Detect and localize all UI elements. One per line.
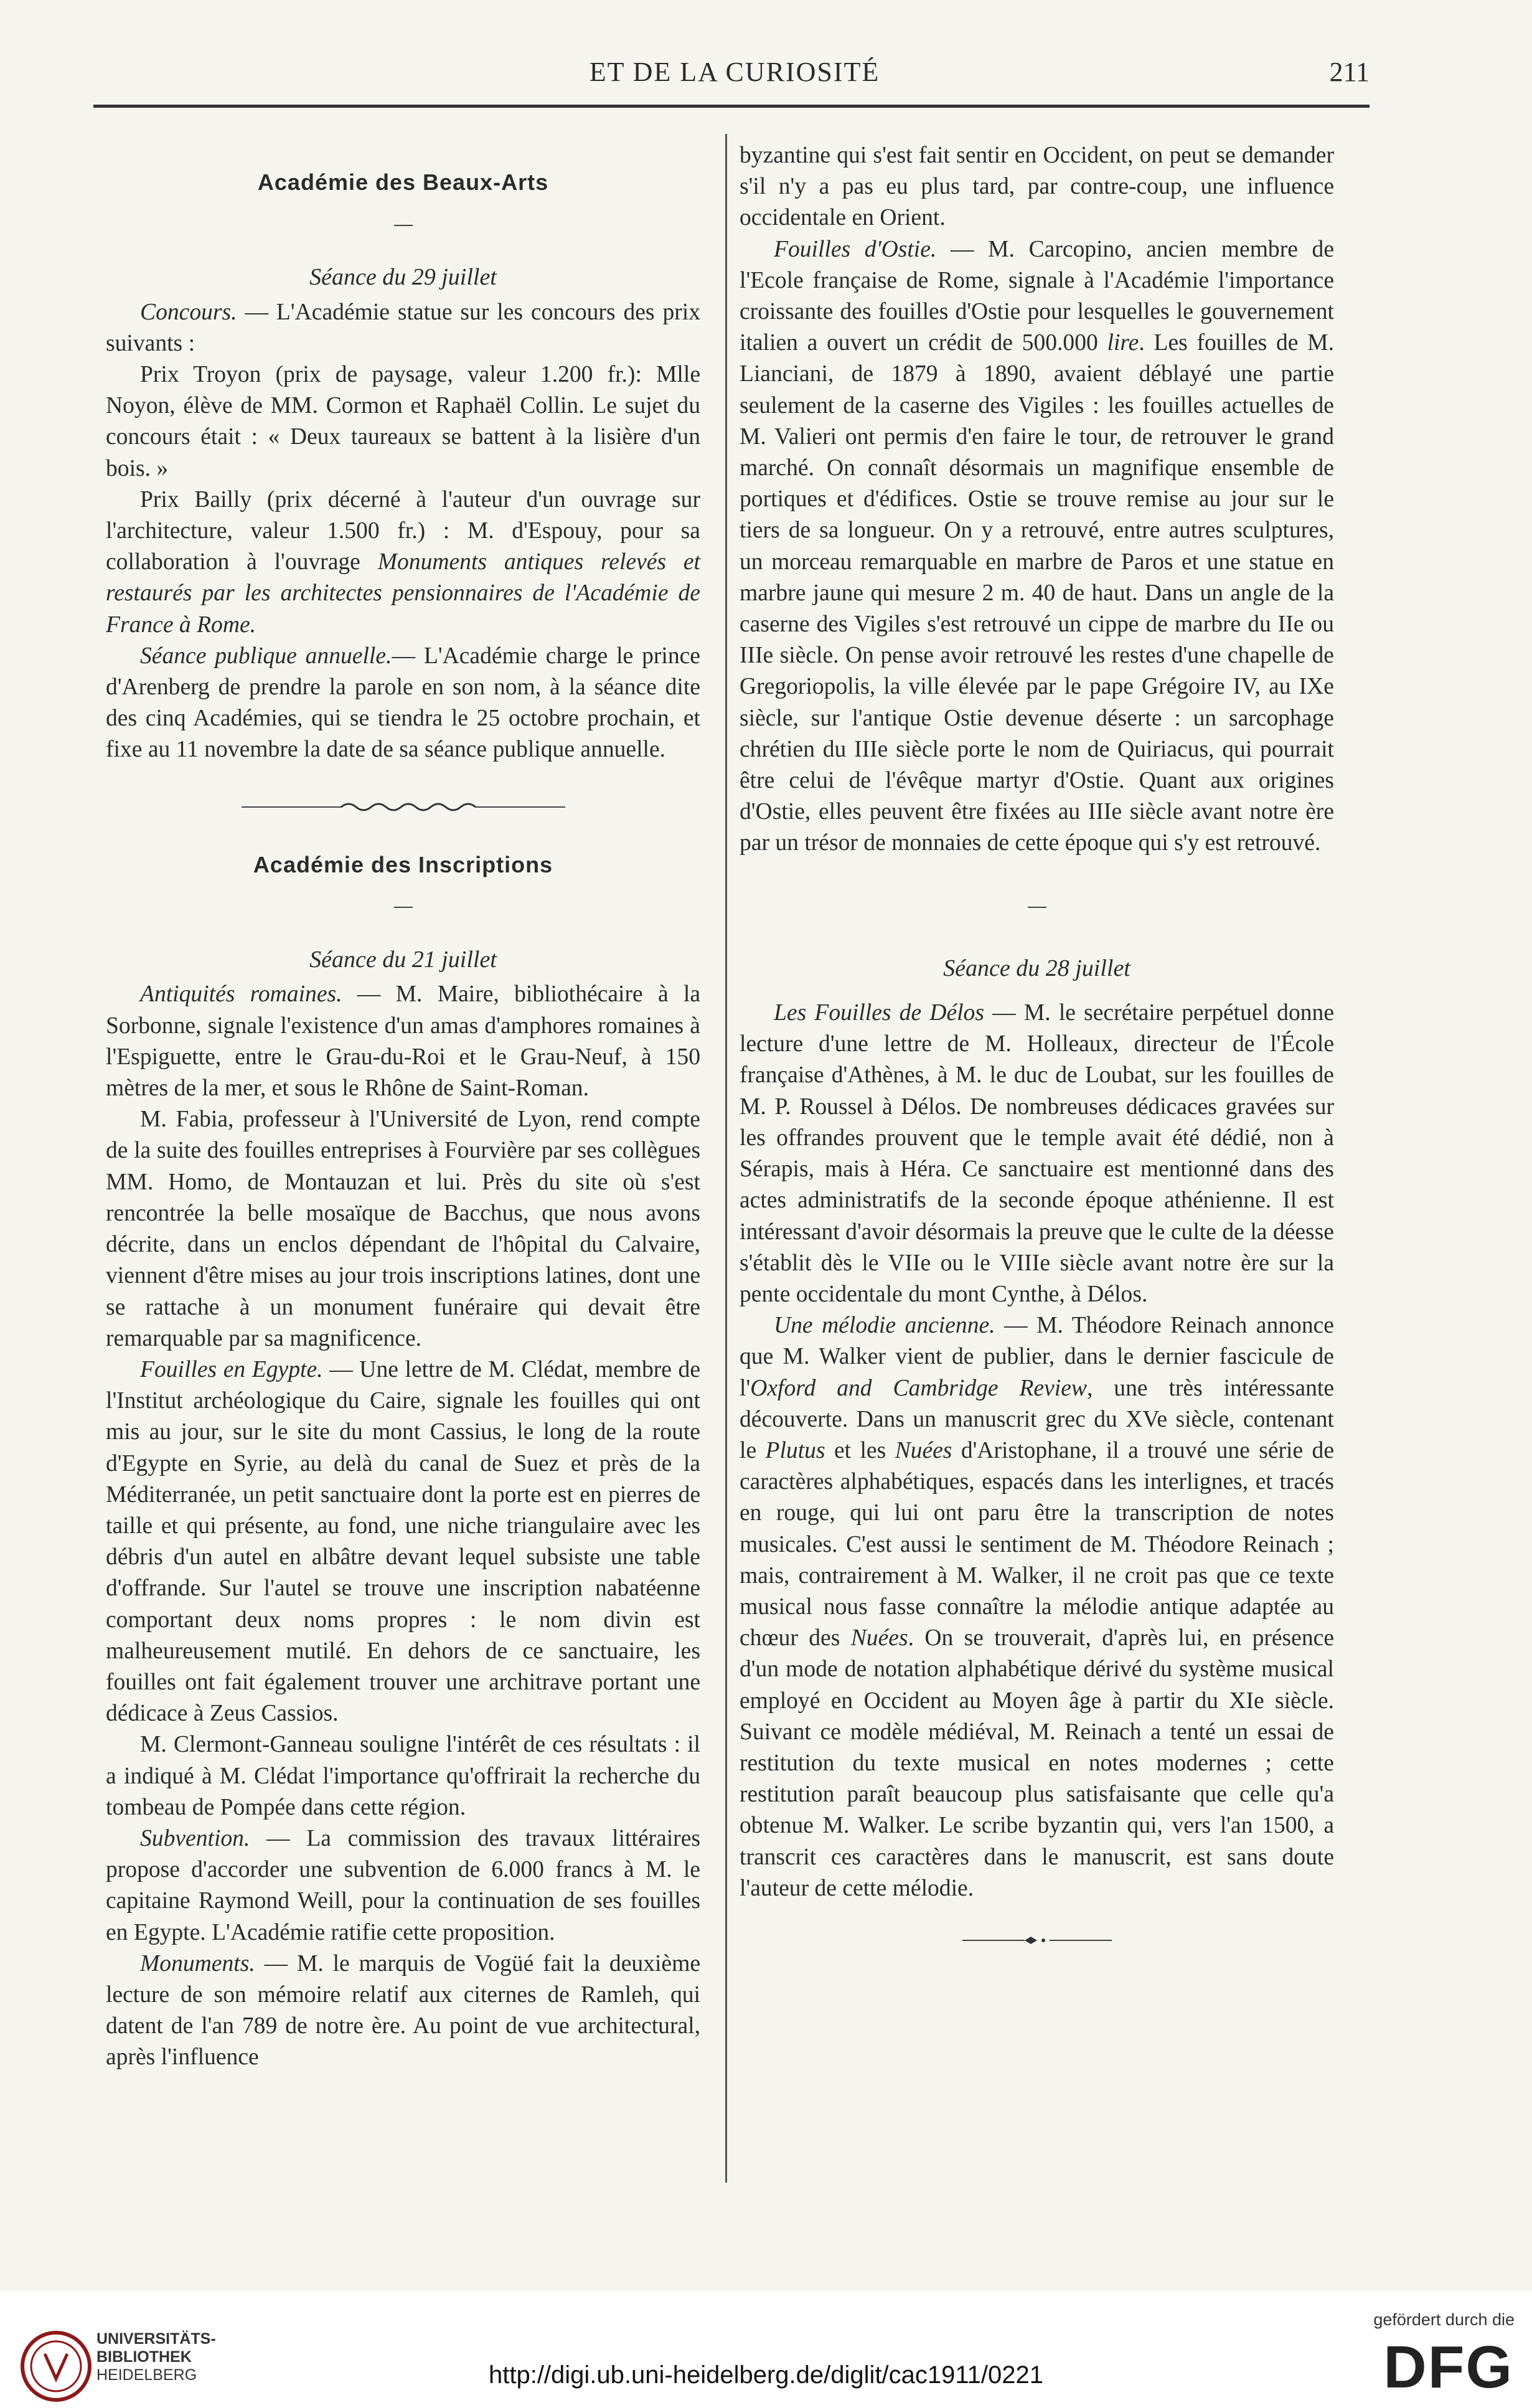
- lead-subvention: Subvention.: [140, 1825, 250, 1851]
- paragraph-fouilles-ostie: Fouilles d'Ostie. — M. Carcopino, ancien membre de l'Ecole française de Rome, signale à l'Académie l'importance croissante des fouilles d'Ostie pour lesquelles le gouvernement italien a ouvert un crédit de 500.000 lire. Les fouilles de M. Lianciani, de 1879 à 1890, avaient déblayé une partie seulement de la caserne des Vigiles : les fouilles actuelles de M. Valieri ont permis d'en faire le tour, de retrouver le grand marché. On connaît désormais un magnifique ensemble de portiques et d'édifices. Ostie se trouve remise au jour sur le tiers de sa longueur. On y a retrouvé, entre autres sculptures, un morceau remarquable en marbre de Paros et une statue en marbre jaune qui mesure 2 m. 40 de haut. Dans un angle de la caserne des Vigiles s'est retrouvé un cippe de marbre du IIe ou IIIe siècle. On pense avoir retrouvé les restes d'une chapelle de Gregoriopolis, la ville élevée par le pape Grégoire IV, au IXe siècle, sur l'antique Ostie devenue déserte : un sarcophage chrétien du IIIe siècle porte le nom de Quiriacus, qui pourrait être celui de l'évêque martyr d'Ostie. Quant aux origines d'Ostie, elles peuvent être fixées au IIIe siècle avant notre ère par un trésor de monnaies de cette époque qui s'y est retrouvé.: [740, 236, 1335, 856]
- paragraph-monuments: Monuments. — M. le marquis de Vogüé fait la deuxième lecture de son mémoire relatif aux citernes de Ramleh, qui datent de l'an 789 de notre ère. Au point de vue architectural, après l'influence: [106, 1950, 700, 2070]
- short-rule: [106, 890, 700, 922]
- paragraph-prix-troyon: Prix Troyon (prix de paysage, valeur 1.200 fr.): Mlle Noyon, élève de MM. Cormon et Raphaël Collin. Le sujet du concours était : « Deux taureaux se battent à la lisière d'un bois. »: [106, 362, 700, 481]
- paragraph-prix-bailly: Prix Bailly (prix décerné à l'auteur d'un ouvrage sur l'architecture, valeur 1.500 fr.) : M. d'Espouy, pour sa collaboration à l'ouvrage Monuments antiques relevés et restaurés par les architectes pensionnaires de l'Académie de France à Rome.: [106, 486, 701, 638]
- section-title-inscriptions: Académie des Inscriptions: [253, 851, 553, 877]
- funding-note: gefördert durch die: [1373, 2310, 1515, 2329]
- ornament-divider: [106, 792, 700, 823]
- running-title: ET DE LA CURIOSITÉ: [589, 57, 880, 87]
- section-title-beaux-arts: Académie des Beaux-Arts: [257, 169, 549, 195]
- lead-monuments: Monuments.: [140, 1950, 255, 1976]
- lead-melodie: Une mélodie ancienne.: [774, 1313, 995, 1339]
- paragraph-fouilles-delos: Les Fouilles de Délos — M. le secrétaire perpétuel donne lecture d'une lettre de M. Holleaux, directeur de l'École française d'Athènes, à M. le duc de Loubat, sur les fouilles de M. P. Roussel à Délos. De nombreuses dédicaces gravées sur les offrandes prouvent que le temple avait été dédié, non à Sérapis, mais à Héra. Ce sanctuaire est mentionné dans des actes administratifs de la seconde époque athénienne. Il est intéressant d'avoir désormais la preuve que le culte de la déesse s'établit dès le VIIe ou le VIIIe siècle avant notre ère sur la pente occidentale du mont Cynthe, à Délos.: [740, 1000, 1335, 1307]
- digitization-footer: [0, 2292, 1532, 2408]
- column-divider: [725, 134, 727, 2183]
- header-rule: [93, 105, 1370, 108]
- source-url-link[interactable]: http://digi.ub.uni-heidelberg.de/diglit/cac1911/0221: [488, 2361, 1043, 2389]
- paragraph-subvention: Subvention. — La commission des travaux littéraires propose d'accorder une subvention de 6.000 francs à M. le capitaine Raymond Weill, pour la continuation de ses fouilles en Egypte. L'Académie ratifie cette proposition.: [106, 1825, 700, 1945]
- paragraph-fabia: M. Fabia, professeur à l'Université de Lyon, rend compte de la suite des fouilles entreprises à Fourvière par ses collègues MM. Homo, de Montauzan et lui. Près du site où s'est rencontrée la belle mosaïque de Bacchus, que nous avons décrite, dans un enclos dépendant de l'hôpital du Calvaire, viennent d'être mises au jour trois inscriptions latines, dont une se rattache à un monument funéraire qui devait être remarquable par sa magnificence.: [106, 1107, 700, 1351]
- running-head: [100, 56, 1370, 100]
- lead-concours: Concours.: [140, 299, 237, 325]
- paragraph-seance-publique: Séance publique annuelle.— L'Académie charge le prince d'Arenberg de prendre la parole en son nom, à la séance dite des cinq Académies, qui se tiendra le 25 octobre prochain, et fixe au 11 novembre la date de sa séance publique annuelle.: [106, 643, 700, 763]
- session-heading-21-juillet: Séance du 21 juillet: [309, 947, 497, 973]
- library-name: UNIVERSITÄTS- BIBLIOTHEK HEIDELBERG: [96, 2330, 216, 2384]
- lead-seance-publique: Séance publique annuelle.: [140, 643, 392, 669]
- lead-fouilles-egypte: Fouilles en Egypte.: [140, 1356, 323, 1382]
- dfg-logo: DFG: [1383, 2334, 1513, 2401]
- end-ornament: [740, 1923, 1334, 1954]
- paragraph-antiquites: Antiquités romaines. — M. Maire, bibliothécaire à la Sorbonne, signale l'existence d'un amas d'amphores romaines à l'Espiguette, entre le Grau-du-Roi et le Grau-Neuf, à 150 mètres de la mer, et sous le Rhône de Saint-Roman.: [106, 981, 700, 1102]
- right-column: [740, 140, 1334, 1954]
- paragraph-melodie: Une mélodie ancienne. — M. Théodore Reinach annonce que M. Walker vient de publier, dans le dernier fascicule de l'Oxford and Cambridge Review, une très intéressante découverte. Dans un manuscrit grec du XVe siècle, contenant le Plutus et les Nuées d'Aristophane, il a trouvé une série de caractères alphabétiques, espacés dans les interlignes, et tracés en rouge, qui lui ont paru être la transcription de notes musicales. C'est aussi le sentiment de M. Théodore Reinach ; mais, contrairement à M. Walker, il ne croit pas que ce texte musical nous fasse connaître la mélodie antique adaptée au chœur des Nuées. On se trouverait, d'après lui, en présence d'un mode de notation alphabétique dérivé du système musical employé en Occident au Moyen âge à partir du XIe siècle. Suivant ce modèle médiéval, M. Reinach a tenté un essai de restitution du texte musical en notes modernes ; cette restitution paraît beaucoup plus satisfaisante que celle qu'a obtenue M. Walker. Le scribe byzantin qui, vers l'an 1500, a transcrit ces caractères dans le manuscrit, est sans doute l'auteur de cette mélodie.: [740, 1313, 1335, 1901]
- short-rule: [740, 890, 1334, 922]
- short-rule: [106, 208, 700, 239]
- paragraph-clermont-ganneau: M. Clermont-Ganneau souligne l'intérêt de ces résultats : il a indiqué à M. Clédat l'importance qu'offrirait la recherche du tombeau de Pompée dans cette région.: [106, 1732, 700, 1820]
- book-title-monuments: Monuments antiques relevés et restaurés par les architectes pensionnaires de l'Académie de France à Rome.: [106, 549, 701, 638]
- lead-fouilles-delos: Les Fouilles de Délos: [774, 1000, 984, 1026]
- paragraph-concours: Concours. — L'Académie statue sur les concours des prix suivants :: [106, 299, 700, 356]
- lead-antiquites: Antiquités romaines.: [140, 981, 342, 1008]
- session-heading-28-juillet: Séance du 28 juillet: [943, 955, 1130, 981]
- session-heading-29-juillet: Séance du 29 juillet: [309, 264, 497, 291]
- page-number: 211: [1329, 57, 1370, 87]
- paragraph-fouilles-egypte: Fouilles en Egypte. — Une lettre de M. Clédat, membre de l'Institut archéologique du Caire, signale les fouilles qui ont mis au jour, sur le site du mont Cassius, le long de la route d'Egypte en Syrie, au delà du canal de Suez et près de la Méditerranée, un petit sanctuaire dont la porte est en pierres de taille et qui présente, au fond, une niche triangulaire avec les débris d'un autel en albâtre devant lequel subsiste une table d'offrande. Sur l'autel se trouve une inscription nabatéenne comportant deux noms propres : le nom divin est malheureusement mutilé. En dehors de ce sanctuaire, les fouilles ont fait également trouver une architrave portant une dédicace à Zeus Cassios.: [106, 1356, 701, 1727]
- paragraph-byzantine: byzantine qui s'est fait sentir en Occident, on peut se demander s'il n'y a pas eu plus tard, par contre-coup, une influence occidentale en Orient.: [740, 143, 1334, 231]
- lead-fouilles-ostie: Fouilles d'Ostie.: [774, 236, 937, 262]
- left-column: [106, 149, 700, 2074]
